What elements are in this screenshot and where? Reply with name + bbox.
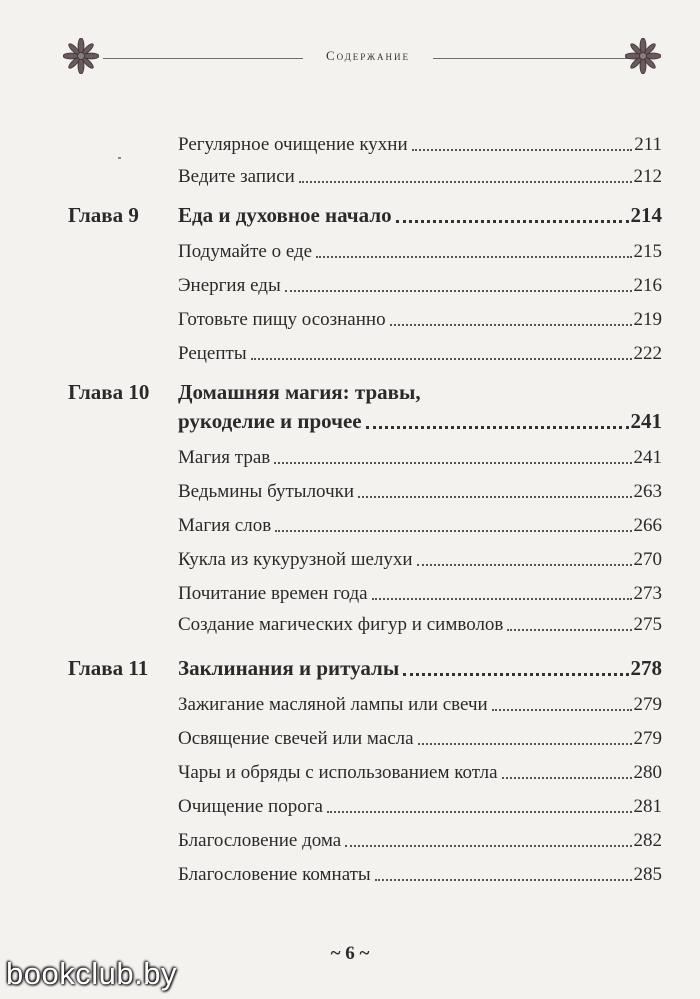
chapter-label: Глава 9 [68,203,139,227]
leader-dots [418,743,632,745]
toc-entry-page: 270 [633,549,662,570]
toc-entry [178,788,662,818]
toc-entry-title: Подумайте о еде [178,241,313,262]
toc-entry-title: Ведите записи [178,166,295,187]
leader-dots [274,462,631,464]
toc-entry-page: 214 [630,203,662,227]
toc-entry [178,507,662,537]
toc-entry-page: 281 [633,796,662,817]
chapter-title-line1: Домашняя магия: травы, [178,380,421,404]
header-rule-left [103,58,303,59]
leader-dots [366,426,629,429]
toc-entry [178,575,662,605]
toc-entry-title: Рецепты [178,343,247,364]
toc-entry-title: Освящение свечей или масла [178,728,414,749]
toc-entry [178,606,662,636]
toc-entry-title: Кукла из кукурузной шелухи [178,549,413,570]
toc-entry [178,233,662,263]
toc-chapter-entry [178,651,662,681]
toc-entry [178,335,662,365]
leader-dots [502,777,632,779]
leader-dots [396,220,629,223]
flower-ornament-icon [625,38,661,79]
toc-entry-page: 278 [630,656,662,680]
print-speck [118,157,121,159]
toc-entry-page: 216 [633,275,662,296]
toc-entry-page: 215 [633,241,662,262]
leader-dots [316,256,631,258]
toc-entry-title: Благословение дома [178,830,342,851]
toc-entry-page: 285 [633,864,662,885]
leader-dots [507,629,631,631]
toc-entry-title: Почитание времен года [178,583,368,604]
flower-ornament-icon [63,38,99,79]
toc-entry [178,158,662,188]
leader-dots [403,673,628,676]
toc-entry-page: 219 [633,309,662,330]
toc-entry-title: Готовьте пищу осознанно [178,309,386,330]
leader-dots [299,181,632,183]
chapter-label: Глава 10 [68,380,150,404]
chapter-title-line2: рукоделие и прочее [178,409,362,433]
toc-entry-page: 279 [633,694,662,715]
toc-entry-title: Регулярное очищение кухни [178,134,408,155]
leader-dots [417,564,632,566]
chapter-title: Еда и духовное начало [178,203,392,227]
toc-entry [178,473,662,503]
toc-entry [178,267,662,297]
toc-entry-page: 263 [633,481,662,502]
leader-dots [251,358,632,360]
toc-entry-page: 273 [633,583,662,604]
toc-entry [178,822,662,852]
toc-chapter-entry [178,404,662,434]
leader-dots [372,598,632,600]
leader-dots [358,496,631,498]
toc-entry-page: 275 [633,614,662,635]
toc-entry-page: 279 [633,728,662,749]
toc-entry-page: 280 [633,762,662,783]
leader-dots [375,879,632,881]
toc-entry-title: Чары и обряды с использованием котла [178,762,498,783]
leader-dots [390,324,632,326]
leader-dots [275,530,631,532]
toc-entry-title: Создание магических фигур и символов [178,614,504,635]
toc-entry-title: Ведьмины бутылочки [178,481,355,502]
toc-entry [178,439,662,469]
watermark-logo: bookclub.by [6,956,177,991]
toc-entry-page: 241 [633,447,662,468]
toc-entry-page: 241 [630,409,662,433]
leader-dots [285,290,632,292]
leader-dots [327,811,632,813]
toc-entry [178,686,662,716]
header-rule-right [433,58,633,59]
toc-chapter-entry [178,198,662,228]
toc-entry [178,126,662,156]
toc-entry-title: Энергия еды [178,275,281,296]
page-number: ~ 6 ~ [330,943,370,964]
toc-entry-page: 282 [633,830,662,851]
leader-dots [492,709,632,711]
toc-entry-title: Очищение порога [178,796,323,817]
toc-entry-page: 211 [634,134,662,155]
chapter-title: Заклинания и ритуалы [178,656,400,680]
chapter-label: Глава 11 [68,656,149,680]
toc-entry-page: 266 [633,515,662,536]
toc-entry-title: Благословение комнаты [178,864,371,885]
toc-entry-page: 222 [633,343,662,364]
toc-entry [178,856,662,886]
toc-entry-title: Зажигание масляной лампы или свечи [178,694,488,715]
leader-dots [412,149,633,151]
toc-entry-page: 212 [633,166,662,187]
toc-entry-title: Магия трав [178,447,271,468]
leader-dots [345,845,631,847]
toc-entry [178,720,662,750]
toc-entry-title: Магия слов [178,515,272,536]
header-title: Содержание [325,48,411,63]
running-header [55,36,655,80]
toc-entry [178,754,662,784]
toc-entry [178,541,662,571]
toc-entry [178,301,662,331]
